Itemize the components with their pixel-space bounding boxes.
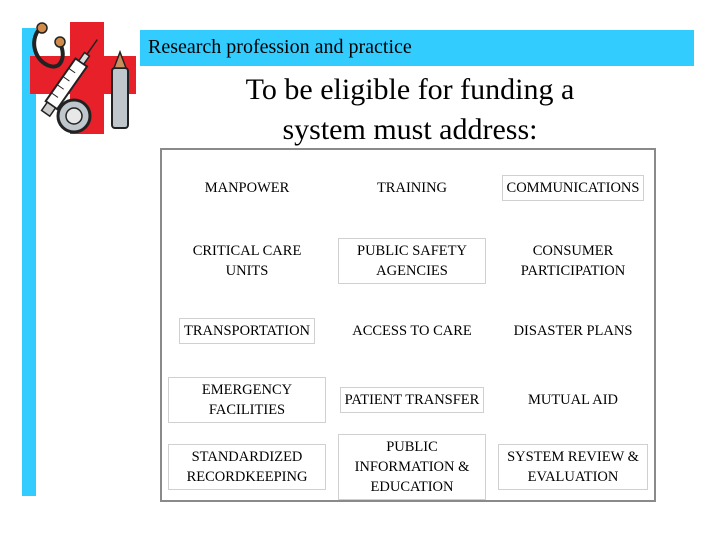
grid-cell (492, 150, 654, 226)
cell-label: CRITICAL CARE UNITS (192, 243, 302, 279)
grid-cell (492, 226, 654, 296)
grid-cell (332, 150, 492, 226)
cell-label: DISASTER PLANS (513, 323, 633, 339)
grid-cell (492, 366, 654, 434)
cell-label: CONSUMER PARTICIPATION (520, 243, 626, 279)
cell-label: PATIENT TRANSFER (340, 387, 485, 413)
grid-cell (162, 226, 332, 296)
cell-label: PUBLIC SAFETY AGENCIES (338, 238, 486, 284)
cell-label: MANPOWER (204, 180, 290, 196)
cell-label: ACCESS TO CARE (352, 323, 472, 339)
grid-cell (162, 366, 332, 434)
header-label: Research profession and practice (148, 36, 412, 58)
title-line-2: system must address: (282, 113, 538, 146)
slide-title (150, 70, 670, 150)
cell-label: TRAINING (376, 180, 448, 196)
cell-label: EMERGENCY FACILITIES (168, 377, 326, 423)
requirements-grid (160, 148, 656, 502)
cell-label: PUBLIC INFORMATION & EDUCATION (338, 434, 486, 500)
title-line-1: To be eligible for funding a (245, 73, 575, 106)
grid-cell (162, 434, 332, 500)
grid-cell (332, 366, 492, 434)
medical-instruments-icon (22, 16, 140, 140)
grid-cell (492, 296, 654, 366)
grid-cell (332, 434, 492, 500)
grid-cell (162, 150, 332, 226)
cell-label: TRANSPORTATION (179, 318, 315, 344)
grid-cell (162, 296, 332, 366)
cell-label: STANDARDIZED RECORDKEEPING (168, 444, 326, 490)
grid-cell (492, 434, 654, 500)
cell-label: MUTUAL AID (527, 392, 619, 408)
cell-label: COMMUNICATIONS (502, 175, 645, 201)
grid-cell (332, 296, 492, 366)
cell-label: SYSTEM REVIEW & EVALUATION (498, 444, 648, 490)
grid-cell (332, 226, 492, 296)
